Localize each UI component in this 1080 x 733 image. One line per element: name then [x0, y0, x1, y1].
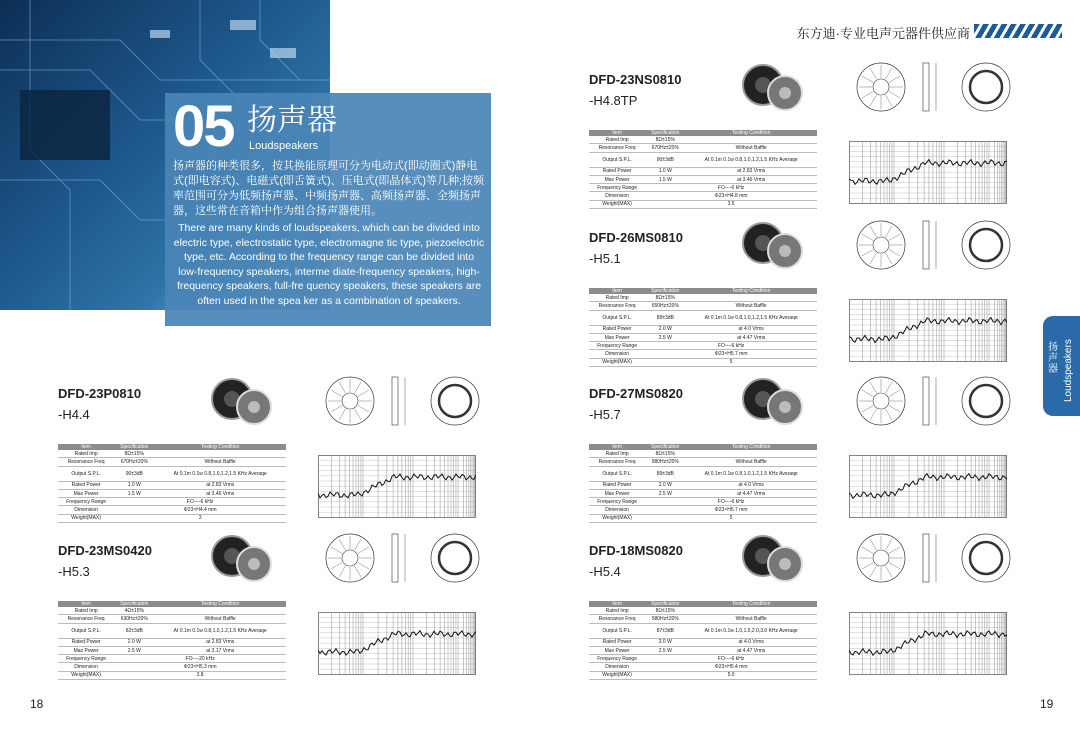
spec-header: Item	[58, 444, 114, 450]
spec-item: Resonance Freq	[589, 615, 645, 623]
spec-item: Dimension	[58, 506, 114, 514]
spec-condition: at 2.83 Vrms	[154, 481, 286, 489]
spec-row	[589, 310, 817, 325]
intro-text-en: There are many kinds of loudspeakers, which can be divided into electric type, electrostatic type, electromagne tic type, piezoelectric type, etc. According to the frequency range can be divided into low-frequency speakers, interme diate-frequency speakers, high-frequency speakers, full-fre quency speakers, these speakers are often used in the spea ker as a combination of speakers.	[173, 222, 485, 307]
spec-item: Rated Power	[589, 167, 645, 175]
spec-row	[58, 663, 286, 671]
spec-row	[589, 200, 817, 208]
spec-condition: at 4.47 Vrms	[685, 646, 817, 654]
spec-condition	[154, 607, 286, 615]
spec-condition: at 4.0 Vrms	[685, 481, 817, 489]
spec-item: Output S.P.L.	[589, 152, 645, 167]
spec-item: Rated Imp	[589, 450, 645, 458]
spec-value: Φ23×H5.3 mm	[114, 663, 286, 671]
spec-value: 3.8	[114, 671, 286, 679]
spec-condition: At 0.1m 0.1w 0.8,1.0,1.2,1.5 KHz Averaqe	[685, 152, 817, 167]
spec-value: 2.5 W	[114, 646, 154, 654]
spec-value: Φ23×H4.8 mm	[645, 192, 817, 200]
spec-value: 980Hz±20%	[645, 458, 685, 466]
spec-condition: at 4.47 Vrms	[685, 333, 817, 341]
frequency-response-graph	[318, 612, 476, 678]
spec-row	[58, 514, 286, 522]
speaker-magnet	[779, 245, 791, 257]
spec-item: Weight(MAX)	[589, 200, 645, 208]
side-tab	[1043, 316, 1080, 416]
spec-row	[58, 646, 286, 654]
intro-panel	[165, 93, 491, 326]
spec-item: Resonance Freq	[589, 458, 645, 466]
spec-value: 2.5 W	[645, 646, 685, 654]
spec-header: Testing Condition	[685, 130, 817, 136]
spec-item: Frequency Range	[589, 498, 645, 506]
spec-condition: At 0.1m 0.1w 0.8,1.0,1.2,1.5 KHz Averaqe	[685, 466, 817, 481]
spec-row	[58, 450, 286, 458]
spec-row	[589, 325, 817, 333]
spec-row	[58, 466, 286, 481]
spec-value: 4Ω±15%	[114, 607, 154, 615]
spec-condition: at 3.46 Vrms	[154, 489, 286, 497]
spec-table	[589, 444, 817, 523]
intro-text-zh: 扬声器的种类很多，按其换能原理可分为电动式(即动圈式)静电式(即电容式)、电磁式(即舌簧式)、压电式(即晶体式)等几种;按频率范围可分为低频扬声器、中频扬声器、高频扬声器、全频扬声器，这些常在音箱中作为组合扬声器使用。	[173, 160, 485, 217]
spec-item: Dimension	[589, 663, 645, 671]
brand-tagline: 东方迪·专业电声元器件供应商	[796, 26, 970, 41]
spec-value: 8Ω±15%	[645, 294, 685, 302]
spec-item: Weight(MAX)	[589, 514, 645, 522]
spec-row	[58, 489, 286, 497]
dimension-drawing	[851, 57, 1021, 117]
spec-row	[589, 607, 817, 615]
spec-table	[589, 288, 817, 367]
speaker-photo	[739, 532, 809, 587]
spec-item: Output S.P.L.	[589, 623, 645, 638]
side-view	[923, 534, 929, 582]
spec-condition: at 2.83 Vrms	[154, 638, 286, 646]
spec-row	[589, 489, 817, 497]
spec-condition: Without Baffle	[154, 615, 286, 623]
spec-item: Rated Imp	[589, 294, 645, 302]
spec-row	[589, 655, 817, 663]
side-tab-zh: 扬声器	[1048, 342, 1058, 375]
page-number-right: 19	[1040, 697, 1054, 711]
spec-value: 5	[645, 514, 817, 522]
product-model	[589, 540, 683, 582]
spec-row	[589, 350, 817, 358]
graph-frame	[850, 300, 1007, 362]
spec-item: Dimension	[589, 192, 645, 200]
spec-row	[58, 458, 286, 466]
graph-frame	[319, 456, 476, 518]
spec-item: Max Power	[589, 175, 645, 183]
spec-condition	[685, 136, 817, 144]
spec-value: Φ23×H4.4 mm	[114, 506, 286, 514]
spec-item: Rated Power	[589, 638, 645, 646]
spec-item: Weight(MAX)	[589, 358, 645, 366]
spec-row	[589, 184, 817, 192]
spec-item: Rated Imp	[58, 607, 114, 615]
model-name: DFD-26MS0810	[589, 230, 683, 245]
spec-value: FO----6 kHz	[645, 342, 817, 350]
spec-row	[589, 646, 817, 654]
dimension-drawing	[320, 371, 490, 431]
speaker-magnet	[779, 558, 791, 570]
spec-row	[58, 638, 286, 646]
speaker-magnet	[248, 558, 260, 570]
spec-header: Testing Condition	[685, 601, 817, 607]
dimension-drawing	[851, 528, 1021, 588]
spec-condition: Without Baffle	[685, 144, 817, 152]
spec-row	[589, 152, 817, 167]
spec-item: Dimension	[58, 663, 114, 671]
spec-value: 2.0 W	[645, 325, 685, 333]
spec-item: Max Power	[589, 489, 645, 497]
spec-condition	[685, 294, 817, 302]
model-name: DFD-23NS0810	[589, 72, 682, 87]
graph-frame	[319, 613, 476, 675]
spec-value: 2.0 W	[645, 638, 685, 646]
spec-condition	[154, 450, 286, 458]
spec-value: Φ23×H5.4 mm	[645, 663, 817, 671]
spec-value: 89±3dB	[645, 310, 685, 325]
spec-condition	[685, 450, 817, 458]
side-tab-en: Loudspeakers	[1063, 339, 1074, 402]
spec-condition: at 3.17 Vrms	[154, 646, 286, 654]
model-suffix: -H5.4	[589, 564, 621, 579]
spec-row	[589, 358, 817, 366]
spec-row	[589, 333, 817, 341]
spec-condition: Without Baffle	[685, 302, 817, 310]
graph-frame	[850, 456, 1007, 518]
spec-item: Rated Imp	[58, 450, 114, 458]
spec-table	[589, 601, 817, 680]
spec-row	[589, 458, 817, 466]
spec-item: Output S.P.L.	[589, 466, 645, 481]
spec-row	[589, 638, 817, 646]
spec-header: Item	[589, 601, 645, 607]
spec-row	[589, 466, 817, 481]
spec-table	[58, 601, 286, 680]
spec-item: Weight(MAX)	[58, 514, 114, 522]
spec-value: 8Ω±15%	[114, 450, 154, 458]
spec-condition: Without Baffle	[685, 615, 817, 623]
spec-value: FO----6 kHz	[645, 184, 817, 192]
spec-condition: at 3.46 Vrms	[685, 175, 817, 183]
spec-value: Φ23×H5.7 mm	[645, 506, 817, 514]
spec-item: Rated Power	[589, 325, 645, 333]
spec-condition: at 4.47 Vrms	[685, 489, 817, 497]
spec-row	[58, 607, 286, 615]
spec-header: Specification	[645, 601, 685, 607]
spec-row	[58, 623, 286, 638]
spec-condition: At 0.1m 0.1w 0.8,1.0,1.2,1.5 KHz Averaqe	[154, 623, 286, 638]
speaker-photo	[208, 375, 278, 430]
model-name: DFD-23MS0420	[58, 543, 152, 558]
spec-row	[589, 167, 817, 175]
spec-value: 1.0 W	[114, 481, 154, 489]
spec-value: 8Ω±15%	[645, 136, 685, 144]
spec-value: 1.0 W	[645, 167, 685, 175]
spec-condition: At 0.1m 0.1w 1.0,1.5,2.0,3.0 KHz Averaqe	[685, 623, 817, 638]
spec-value: 90±3dB	[114, 466, 154, 481]
spec-item: Resonance Freq	[58, 458, 114, 466]
section-number: 05	[173, 94, 234, 159]
model-suffix: -H5.7	[589, 407, 621, 422]
spec-item: Frequency Range	[58, 655, 114, 663]
side-view	[923, 63, 929, 111]
spec-header: Item	[589, 444, 645, 450]
section-title-zh: 扬声器	[247, 104, 337, 137]
speaker-magnet	[779, 87, 791, 99]
model-name: DFD-27MS0820	[589, 386, 683, 401]
spec-row	[589, 623, 817, 638]
spec-condition: at 4.0 Vrms	[685, 638, 817, 646]
spec-row	[589, 294, 817, 302]
speaker-photo	[739, 61, 809, 116]
spec-value: 8Ω±15%	[645, 607, 685, 615]
spec-row	[589, 663, 817, 671]
graph-frame	[850, 613, 1007, 675]
page-number-left: 18	[30, 697, 44, 711]
speaker-magnet	[779, 401, 791, 413]
spec-header: Testing Condition	[154, 444, 286, 450]
spec-condition: Without Baffle	[154, 458, 286, 466]
spec-item: Dimension	[589, 350, 645, 358]
spec-row	[589, 671, 817, 679]
spec-value: 670Hz±20%	[114, 458, 154, 466]
spec-row	[589, 136, 817, 144]
frequency-response-graph	[318, 455, 476, 521]
spec-value: 1.5 W	[645, 175, 685, 183]
spec-item: Frequency Range	[589, 342, 645, 350]
spec-value: 2.5 W	[645, 333, 685, 341]
spec-row	[58, 481, 286, 489]
side-view	[923, 221, 929, 269]
spec-value: Φ23×H5.7 mm	[645, 350, 817, 358]
model-suffix: -H5.3	[58, 564, 90, 579]
spec-value: FO----6 kHz	[645, 655, 817, 663]
spec-item: Max Power	[589, 333, 645, 341]
spec-row	[58, 506, 286, 514]
spec-row	[58, 671, 286, 679]
model-name: DFD-23P0810	[58, 386, 142, 401]
spec-table	[589, 130, 817, 209]
spec-condition	[685, 607, 817, 615]
speaker-photo	[739, 375, 809, 430]
spec-item: Dimension	[589, 506, 645, 514]
spec-item: Resonance Freq	[589, 144, 645, 152]
spec-condition: Without Baffle	[685, 458, 817, 466]
speaker-photo	[739, 219, 809, 274]
spec-item: Output S.P.L.	[58, 623, 114, 638]
model-suffix: -H4.4	[58, 407, 90, 422]
spec-row	[589, 450, 817, 458]
spec-condition: At 0.1m 0.1w 0.8,1.0,1.2,1.5 KHz Averaqe	[154, 466, 286, 481]
spec-item: Weight(MAX)	[589, 671, 645, 679]
spec-value: 82±3dB	[114, 623, 154, 638]
side-view	[392, 377, 398, 425]
spec-row	[589, 192, 817, 200]
spec-header: Specification	[645, 288, 685, 294]
spec-value: 650Hz±20%	[645, 302, 685, 310]
dimension-drawing	[851, 371, 1021, 431]
spec-row	[589, 514, 817, 522]
spec-item: Rated Power	[589, 481, 645, 489]
model-suffix: -H4.8TP	[589, 93, 638, 108]
spec-table	[58, 444, 286, 523]
spec-header: Specification	[114, 444, 154, 450]
brand-stripes	[974, 24, 1062, 38]
spec-header: Specification	[645, 130, 685, 136]
spec-item: Frequency Range	[589, 184, 645, 192]
spec-value: FO----6 kHz	[645, 498, 817, 506]
spec-value: 2.0 W	[114, 638, 154, 646]
spec-header: Testing Condition	[685, 444, 817, 450]
spec-row	[58, 498, 286, 506]
product-model	[589, 227, 683, 269]
speaker-magnet	[248, 401, 260, 413]
spec-item: Rated Power	[58, 638, 114, 646]
spec-value: 3.5	[645, 200, 817, 208]
spec-item: Weight(MAX)	[58, 671, 114, 679]
spec-item: Max Power	[589, 646, 645, 654]
frequency-response-graph	[849, 141, 1007, 207]
spec-header: Testing Condition	[154, 601, 286, 607]
spec-item: Resonance Freq	[58, 615, 114, 623]
dimension-drawing	[851, 215, 1021, 275]
spec-item: Output S.P.L.	[589, 310, 645, 325]
spec-value: 5.0	[645, 671, 817, 679]
spec-row	[589, 481, 817, 489]
spec-value: 630Hz±20%	[114, 615, 154, 623]
spec-value: 87±3dB	[645, 623, 685, 638]
spec-item: Rated Imp	[589, 136, 645, 144]
frequency-response-graph	[849, 299, 1007, 365]
spec-header: Item	[589, 130, 645, 136]
model-name: DFD-18MS0820	[589, 543, 683, 558]
spec-item: Rated Imp	[589, 607, 645, 615]
spec-value: 5	[645, 358, 817, 366]
product-model	[589, 383, 683, 425]
spec-value: 3	[114, 514, 286, 522]
spec-value: 580Hz±20%	[645, 615, 685, 623]
spec-value: 90±3dB	[645, 152, 685, 167]
spec-item: Max Power	[58, 489, 114, 497]
side-view	[392, 534, 398, 582]
speaker-photo	[208, 532, 278, 587]
spec-item: Rated Power	[58, 481, 114, 489]
spec-row	[589, 342, 817, 350]
spec-row	[589, 506, 817, 514]
frequency-response-graph	[849, 455, 1007, 521]
spec-header: Item	[58, 601, 114, 607]
spec-header: Specification	[645, 444, 685, 450]
spec-value: 1.5 W	[114, 489, 154, 497]
spec-item: Frequency Range	[589, 655, 645, 663]
model-suffix: -H5.1	[589, 251, 621, 266]
spec-condition: at 2.83 Vrms	[685, 167, 817, 175]
spec-row	[58, 655, 286, 663]
spec-item: Resonance Freq	[589, 302, 645, 310]
spec-condition: at 4.0 Vrms	[685, 325, 817, 333]
spec-header: Item	[589, 288, 645, 294]
spec-row	[58, 615, 286, 623]
spec-value: FO----6 kHz	[114, 498, 286, 506]
spec-item: Frequency Range	[58, 498, 114, 506]
spec-header: Testing Condition	[685, 288, 817, 294]
spec-row	[589, 302, 817, 310]
spec-item: Output S.P.L.	[58, 466, 114, 481]
spec-value: 89±3dB	[645, 466, 685, 481]
spec-condition: At 0.1m 0.1w 0.8,1.0,1.2,1.5 KHz Averaqe	[685, 310, 817, 325]
product-model	[58, 383, 141, 425]
spec-value: 2.0 W	[645, 481, 685, 489]
section-title-en: Loudspeakers	[249, 140, 319, 152]
spec-value: FO----20 kHz	[114, 655, 286, 663]
product-model	[58, 540, 152, 582]
dimension-drawing	[320, 528, 490, 588]
spec-row	[589, 175, 817, 183]
spec-row	[589, 144, 817, 152]
frequency-response-graph	[849, 612, 1007, 678]
spec-item: Max Power	[58, 646, 114, 654]
spec-value: 8Ω±15%	[645, 450, 685, 458]
graph-frame	[850, 142, 1007, 204]
spec-header: Specification	[114, 601, 154, 607]
spec-row	[589, 615, 817, 623]
spec-row	[589, 498, 817, 506]
side-view	[923, 377, 929, 425]
spec-value: 2.5 W	[645, 489, 685, 497]
spec-value: 670Hz±20%	[645, 144, 685, 152]
product-model	[589, 69, 682, 111]
